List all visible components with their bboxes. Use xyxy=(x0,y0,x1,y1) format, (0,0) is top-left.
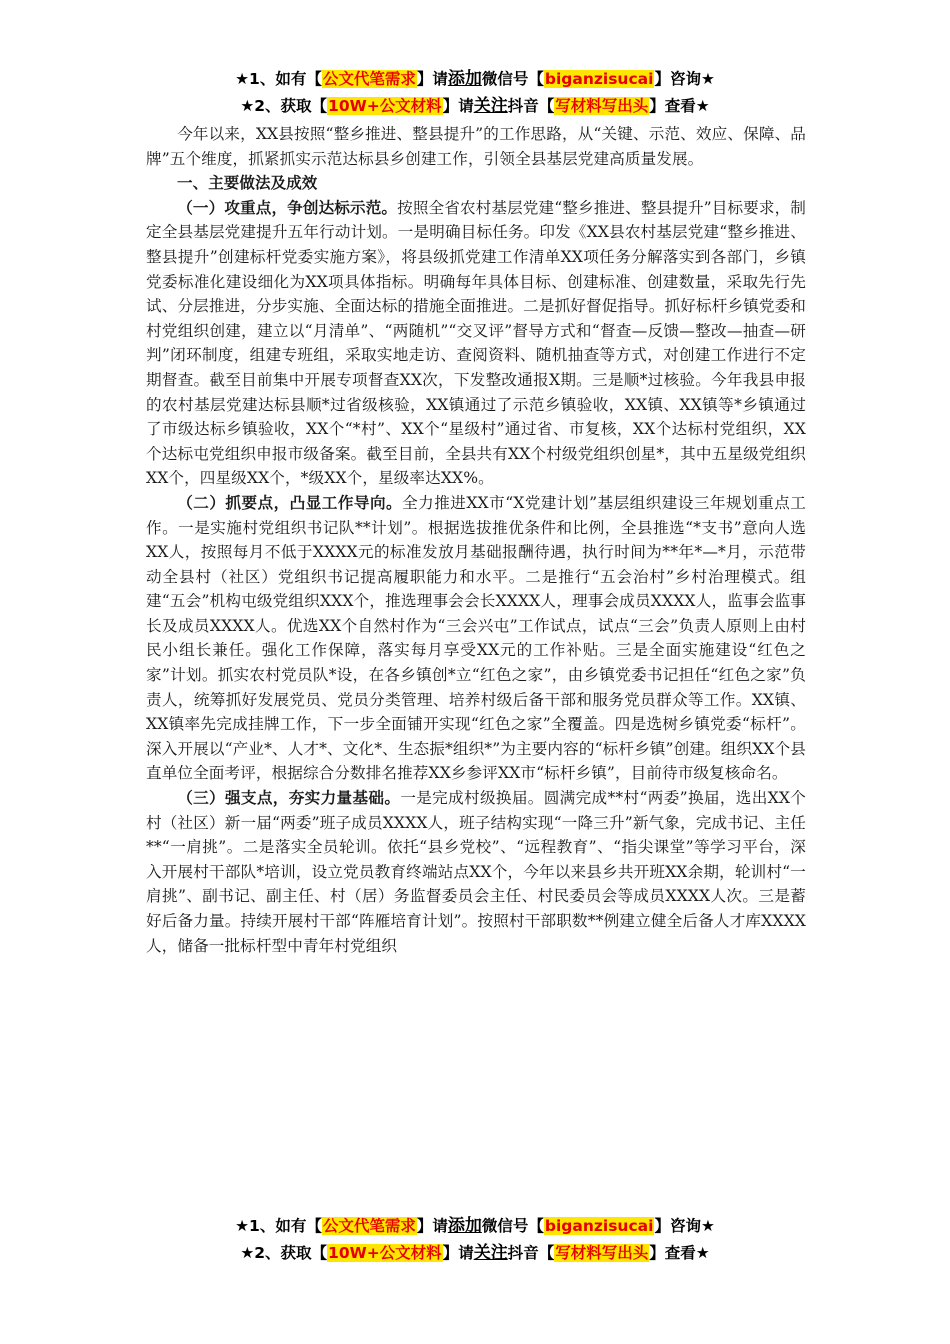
banner-text: ★2、获取【 xyxy=(240,97,328,115)
banner-text: 】请 xyxy=(416,1217,448,1235)
banner-text: ★2、获取【 xyxy=(240,1244,328,1262)
bottom-banner xyxy=(0,1213,950,1267)
banner-line-2 xyxy=(0,93,950,120)
banner-text: 微信号【 xyxy=(481,1217,544,1235)
banner-highlight: 公文代笔需求 xyxy=(322,70,416,88)
banner-highlight: 10W+公文材料 xyxy=(328,97,442,115)
section-1-lead: （一）攻重点，争创达标示范。 xyxy=(177,198,398,217)
banner-text: 】请 xyxy=(416,70,448,88)
banner-text: 】咨询★ xyxy=(654,70,715,88)
section-1-paragraph xyxy=(146,196,806,491)
banner-underlined: 添加 xyxy=(447,1216,482,1236)
banner-line-2 xyxy=(0,1240,950,1267)
section-3-text: 一是完成村级换届。圆满完成**村“两委”换届，选出XX个村（社区）新一届“两委”班子成员XXXX人，班子结构实现“一降三升”新气象，完成书记、主任**“一肩挑”。二是落实全员轮训。依托“县乡党校”、“远程教育”、“指尖课堂”等学习平台，深入开展村干部队*培训，设立党员教育终端站点XX个，今年以来县乡共开班XX余期，轮训村“一肩挑”、副书记、副主任、村（居）务监督委员会主任、村民委员会等成员XXXX人次。三是蓄好后备力量。持续开展村干部“阵雁培育计划”。按照村干部职数**例建立健全后备人才库XXXX人，储备一批标杆型中青年村党组织 xyxy=(146,789,806,955)
intro-paragraph: 今年以来，XX县按照“整乡推进、整县提升”的工作思路，从“关键、示范、效应、保障、品牌”五个维度，抓紧抓实示范达标县乡创建工作，引领全县基层党建高质量发展。 xyxy=(146,125,806,168)
banner-line-1 xyxy=(0,1213,950,1240)
banner-text: 】查看★ xyxy=(649,97,710,115)
banner-highlight: 10W+公文材料 xyxy=(328,1244,442,1262)
banner-highlight-wechat: biganzisucai xyxy=(544,70,654,88)
banner-text: 】查看★ xyxy=(649,1244,710,1262)
banner-text: 】请 xyxy=(442,1244,474,1262)
banner-text: 微信号【 xyxy=(481,70,544,88)
banner-underlined: 添加 xyxy=(447,69,482,89)
section-heading: 一、主要做法及成效 xyxy=(177,174,318,193)
banner-highlight-wechat: biganzisucai xyxy=(544,1217,654,1235)
top-banner xyxy=(0,66,950,120)
banner-text: 】咨询★ xyxy=(654,1217,715,1235)
section-3-paragraph xyxy=(146,786,806,958)
section-2-text: 全力推进XX市“X党建计划”基层组织建设三年规划重点工作。一是实施村党组织书记队**计划”。根据选拔推优条件和比例，全县推选“*支书”意向人选XX人，按照每月不低于XXXX元的标准发放月基础报酬待遇，执行时间为**年*—*月，示范带动全县村（社区）党组织书记提高履职能力和水平。二是推行“五会治村”乡村治理模式。组建“五会”机构屯级党组织XXX个，推选理事会会长XXXX人，理事会成员XXXX人，监事会监事长及成员XXXX人。优选XX个自然村作为“三会兴屯”工作试点，试点“三会”负责人原则上由村民小组长兼任。强化工作保障，落实每月享受XX元的工作补贴。三是全面实施建设“红色之家”计划。抓实农村党员队*设，在各乡镇创*立“红色之家”，由乡镇党委书记担任“红色之家”负责人，统筹抓好发展党员、党员分类管理、培养村级后备干部和服务党员群众等工作。XX镇、XX镇率先完成挂牌工作，下一步全面铺开实现“红色之家”全覆盖。四是选树乡镇党委“标杆”。深入开展以“产业*、人才*、文化*、生态振*组织*”为主要内容的“标杆乡镇”创建。组织XX个县直单位全面考评，根据综合分数排名推荐XX乡参评XX市“标杆乡镇”，目前待市级复核命名。 xyxy=(146,493,806,783)
section-2-paragraph xyxy=(146,491,806,786)
banner-underlined: 关注 xyxy=(473,96,508,116)
banner-text: 抖音【 xyxy=(507,1244,555,1262)
section-3-lead: （三）强支点，夯实力量基础。 xyxy=(177,789,401,808)
banner-line-1 xyxy=(0,66,950,93)
banner-highlight: 公文代笔需求 xyxy=(322,1217,416,1235)
section-2-lead: （二）抓要点，凸显工作导向。 xyxy=(177,493,403,512)
banner-underlined: 关注 xyxy=(473,1243,508,1263)
banner-text: 】请 xyxy=(442,97,474,115)
banner-highlight-douyin: 写材料写出头 xyxy=(555,97,649,115)
section-1-text: 按照全省农村基层党建“整乡推进、整县提升”目标要求，制定全县基层党建提升五年行动计划。一是明确目标任务。印发《XX县农村基层党建“整乡推进、整县提升”创建标杆党委实施方案》，将县级抓党建工作清单XX项任务分解落实到各部门，乡镇党委标准化建设细化为XX项具体指标。明确每年具体目标、创建标准、创建数量，采取先行先试、分层推进，分步实施、全面达标的措施全面推进。二是抓好督促指导。抓好标杆乡镇党委和村党组织创建，建立以“月清单”、“两随机”“交叉评”督导方式和“督查—反馈—整改—抽查—研判”闭环制度，组建专班组，采取实地走访、查阅资料、随机抽查等方式，对创建工作进行不定期督查。截至目前集中开展专项督查XX次，下发整改通报X期。三是顺*过核验。今年我县申报的农村基层党建达标县顺*过省级核验，XX镇通过了示范乡镇验收，XX镇、XX镇等*乡镇通过了市级达标乡镇验收，XX个“*村”、XX个“星级村”通过省、市复核，XX个达标村党组织，XX个达标屯党组织申报市级备案。截至目前，全县共有XX个村级党组织创星*，其中五星级党组织XX个，四星级XX个，*级XX个，星级率达XX%。 xyxy=(146,198,806,488)
document-body xyxy=(146,122,806,958)
banner-text: ★1、如有【 xyxy=(235,1217,322,1235)
banner-text: 抖音【 xyxy=(507,97,555,115)
banner-text: ★1、如有【 xyxy=(235,70,322,88)
banner-highlight-douyin: 写材料写出头 xyxy=(555,1244,649,1262)
